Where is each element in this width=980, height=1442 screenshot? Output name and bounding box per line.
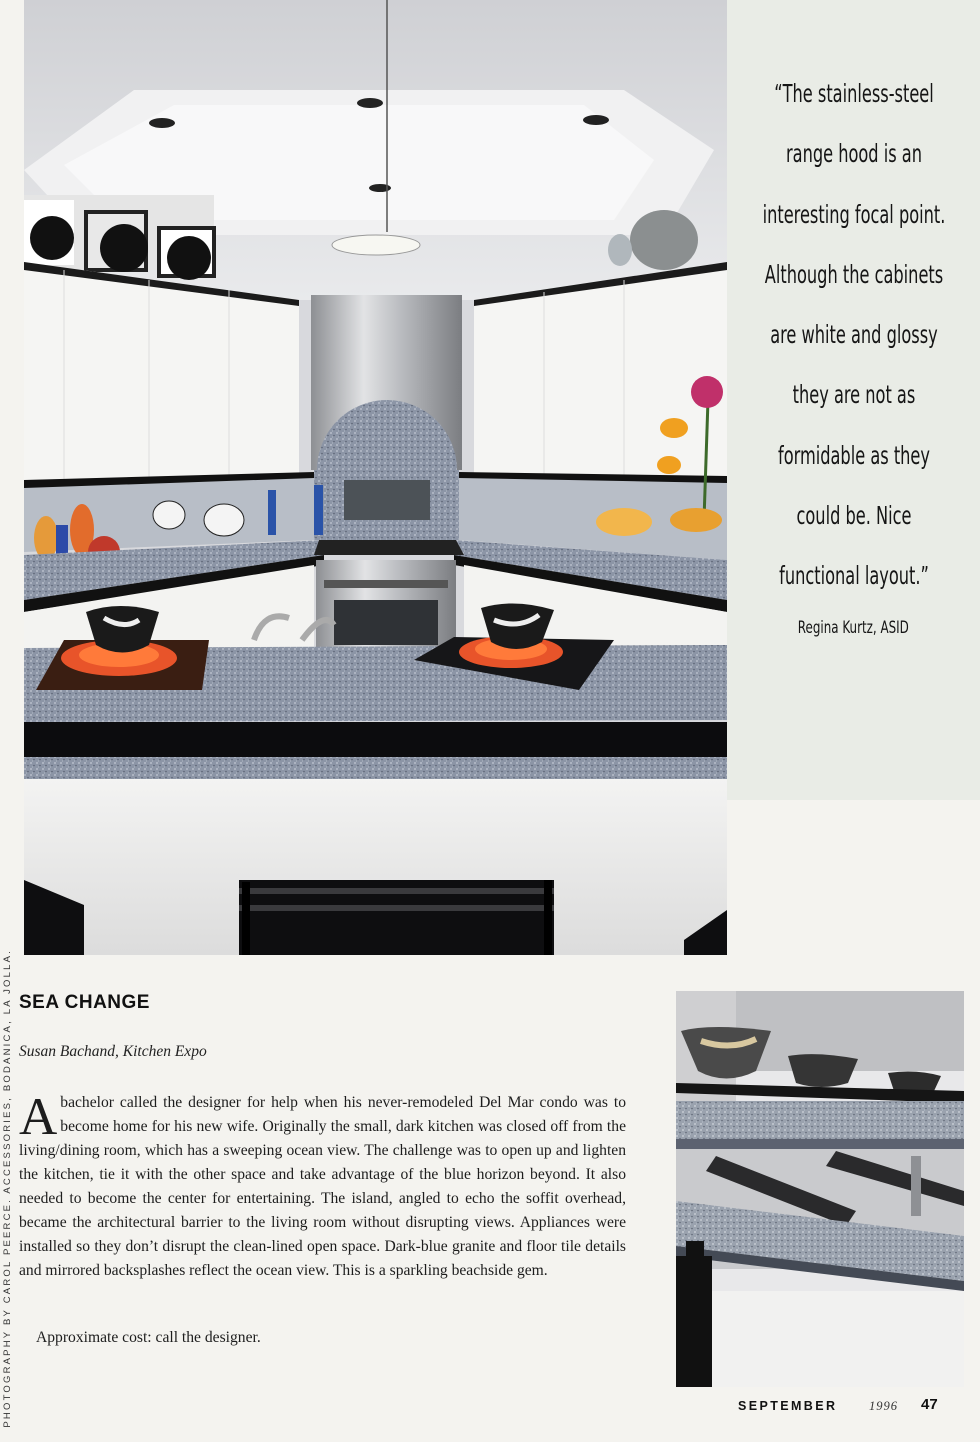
kitchen-illustration — [24, 0, 727, 955]
article-title: SEA CHANGE — [19, 992, 150, 1013]
island-detail-illustration — [676, 991, 964, 1387]
article-cost: Approximate cost: call the designer. — [36, 1329, 261, 1346]
quote-author-text: Regina Kurtz, ASID — [797, 618, 910, 638]
pull-quote — [739, 64, 969, 607]
article-byline: Susan Bachand, Kitchen Expo — [19, 1043, 207, 1060]
article-body — [19, 1088, 626, 1283]
quote-line: range hood is an — [785, 139, 923, 169]
quote-line: they are not as — [792, 380, 916, 410]
article-body-text: bachelor called the designer for help when his never-remodeled Del Mar condo was to become home for his new wife. Originally the small, dark kitchen was closed off from the living/dining room, which has a sweeping ocean view. The challenge was to open up and lighten the kitchen, tie it with the other space and take advantage of the blue horizon beyond. It also needed to become the center for entertaining. The island, angled to echo the soffit overhead, became the architectural barrier to the living room without disrupting views. Appliances were installed so they don’t disrupt the clean-lined open space. Dark-blue granite and floor tile details and mirrored backsplashes reflect the ocean view. This is a sparkling beachside gem. — [19, 1094, 626, 1279]
quote-author — [727, 618, 980, 638]
quote-line: Although the cabinets — [764, 259, 944, 289]
quote-line: interesting focal point. — [762, 199, 946, 229]
photo-credit — [2, 420, 22, 1428]
quote-line: formidable as they — [778, 440, 930, 470]
quote-line: functional layout.” — [779, 561, 929, 591]
drop-cap: A — [19, 1088, 58, 1146]
page-number: 47 — [921, 1396, 938, 1413]
pull-quote-panel — [727, 0, 980, 800]
folio-month: SEPTEMBER — [738, 1399, 838, 1413]
quote-line: could be. Nice — [796, 501, 912, 531]
folio-year: 1996 — [869, 1399, 898, 1413]
detail-photo — [676, 991, 964, 1387]
photo-credit-text: PHOTOGRAPHY BY CAROL PEERCE. ACCESSORIES, BODANICA, LA JOLLA. — [2, 949, 13, 1428]
quote-line: are white and glossy — [770, 320, 938, 350]
quote-line: “The stainless-steel — [774, 79, 934, 108]
main-kitchen-photo — [24, 0, 727, 955]
